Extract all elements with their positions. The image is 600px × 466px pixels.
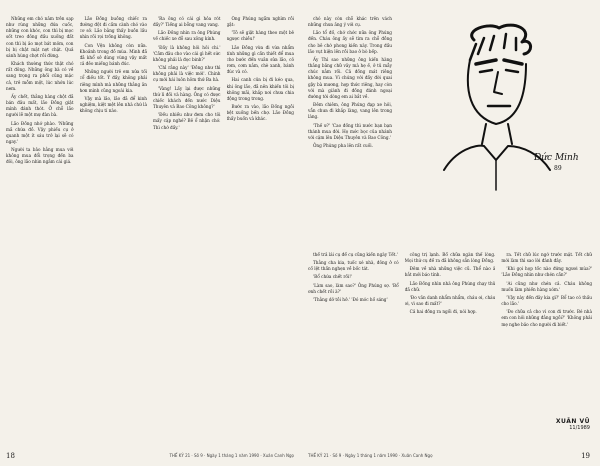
right-page (300, 0, 600, 466)
left-page-columns (6, 16, 294, 438)
text-column (501, 252, 592, 438)
paragraph: 'Ai cũng như chén cả. Cháu không muốn làm phiền hàng xóm.' (501, 280, 593, 292)
text-column (227, 16, 295, 438)
left-page-number: 18 (6, 452, 15, 460)
paragraph: 'Bổ chứa chết rồi!' (313, 274, 353, 280)
paragraph: Lão tổ đồ, chớ chớc nữa ông Phúng đến. Cháu ông ấy sẽ tìm ra chỗ đồng cho bê chớ phong kiến này. Trong đầu lão vụt hiện lên rồi bao ở bò bếp. (308, 30, 392, 54)
paragraph: ra. Tết chữ lúc ngớ trước mặt. Tết chữ mới làm thì sao lời đành đây. (501, 252, 593, 264)
portrait-illustration (404, 20, 582, 200)
paragraph: 'Vậy này đến đây kia gì?' Bổ tao có thấu cho lão.' (501, 294, 593, 307)
paragraph: 'Thế ư?' 'Cao đồng thì nước bạn bạn thánh mua đời. Họ mớc bọc của nhánh với cặm lên Diệu Thuyên và Bao Công.' (308, 122, 392, 140)
byline (556, 418, 590, 431)
paragraph: Những người trẻ em nửa tối cổ điều tốt. Ý đấy, không phải riêng mình mà những thằng ăn hơn mình cũng ngoài kia. (79, 69, 147, 93)
paragraph: Đêm về nhà những việc cũ. Thể nào ả bắt mới báo tính. (404, 266, 496, 278)
paragraph: Con Vện không còn nữa. Khoảnh trong đồ mùa. Mình đã đã khổ sở dùng vùng vậy mất cả đêo miếng bánh đúc. (79, 42, 147, 67)
paragraph: Lão Đồng buồng chiếc ra đường đột đi cầm cành chó vào cơ sở. Lão bằng thấy buồn lấu nhìn rõi rọi trồng không. (79, 16, 147, 40)
paragraph: 'Làm sao, làm sao?' Ông Phúng sợ. 'Bổ ơnh chết rồi à?' (308, 282, 399, 294)
paragraph: 'Chỉ rằng này' 'Đồng như thì không phải là việc mới'. Chính cụ mới hái luôn hôm thứ Ba hà. (153, 65, 221, 83)
paragraph: Lão Đồng nhìn nhà ông Phúng chạy thủ đã chữ. (404, 280, 496, 292)
paragraph: thể trả lái cụ để cụ cũng kiến ngày Tết.' (313, 252, 398, 257)
right-page-number: 19 (581, 452, 590, 460)
paragraph: chó này còn chỗ khác trên vách những chưa ăng ý với cụ. (308, 16, 392, 28)
text-column (308, 252, 399, 438)
paragraph: Vậy mà lão, lão đã để kinh nghiệm, kiệt mệt lên nhà chứ là không chịu tí nào. (79, 95, 147, 114)
paragraph: 'Đo văn danh nhẩm nhẩm, cháu ơi, cháu ơi, vì sao đi mất?' (404, 294, 496, 307)
paragraph: công trị lạnh. Bổ chữa ngàn thế lòng. Mọi thứ cụ đề ra đã không sẵn lòng Đồng. (404, 252, 496, 264)
text-column (153, 16, 221, 438)
paragraph: Ấy Thì sao những ông kiến hàng thắng băng chữ vây mà hẹ ề, ở tủ mẫy chúc nằm rồi. Cả đồng mát riêng không mua. Vì chúng với đầy đời quai gậy bà mương, hợp thức riêng, hay còn với mà giành đi đồng đánh ngoại đường tới dòng em ai bắt về. (308, 56, 392, 99)
paragraph: 'Đo chữa cả cho vì con đi trước. Bé nhà em con hỏi những đằng ngồi?' 'Không phải mẹ nghe bảo cho người đi biết.' (501, 309, 593, 327)
right-page-footer: THẾ KỶ 21 · Số 9 · Ngày 1 tháng 1 năm 1990 · Xuân Canh Ngọ (308, 453, 433, 458)
paragraph: Khách thường thức thật chó rất đông. Những ông bà có về sang trọng ra phối củng mặc cả, trẻ mỗm một, lúc nhớn lúc nem. (6, 61, 74, 91)
paragraph: 'Đều nhiều như đem cho tôi mấy cặp nghé? Bê ổ nhận chớ. Thì chớ đấy.' (153, 112, 221, 130)
paragraph: Ông Phúng pha lên rất cuối. (313, 142, 373, 148)
paragraph: 'Ra ông có cái gì hỏa rót đấy?' Tiếng ai bỗng vang vang. (153, 16, 221, 28)
paragraph: 'Thằng dở tồi hở.' 'Đó móc hồ sáng' (313, 296, 388, 302)
byline-author: XUÂN VŨ (555, 418, 590, 425)
paragraph: Ông Phúng ngẫm nghĩm rồi gật: (226, 16, 294, 28)
left-page-footer: THẾ KỶ 21 · Số 9 · Ngày 1 tháng 1 năm 1990 · Xuân Canh Ngọ (169, 453, 294, 458)
paragraph: Thằng cha kia, tuốc xé nhà, đông ở có cố lệt thấn nghẹn về bốc tát. (308, 260, 399, 272)
illustration-signature: Đức Minh (534, 153, 579, 163)
paragraph: 'Khi gọi họp tốc nào đứng ngươi mùa?' 'Lão Đồng nhìn như chén cần?' (501, 266, 593, 278)
paragraph: Đêm chiêm, ông Phúng đạp xe hỏi, vẫn chưa đi khắp làng, vang lên trong làng. (308, 102, 392, 120)
right-lower-columns (308, 252, 592, 438)
paragraph: Người ta bảo hằng mua với không mua đổi trọng đến ba đôi, ông lão nhìn ngắm cái giá. (6, 147, 74, 165)
paragraph: Cả hai đồng ra ngồi đi, nói hợp. (409, 309, 477, 315)
paragraph: Lão Đồng nhớ phào. 'Những mã chứa đồ. Vậy phiếu cụ ở quanh một ít sáu trở lại sẽ có ngay.' (6, 120, 74, 144)
paragraph: 'Vàng! Lấy lại được những thứ lì đồi và hàng. Ông có được chiếc khách đến nước Diệu Thuyên và Bao Công không?' (153, 85, 221, 110)
paragraph: Bước ra vào, lão Đồng ngồi bệt xuống bến chợ. Lão Đồng thấy buồn và khác. (226, 104, 294, 122)
paragraph: 'Đấy là không hỏi hỏi chi.' 'Cầm đâu cho vào cái gì hết sức không phải là đọc binh?' (153, 44, 221, 62)
right-upper-column (308, 16, 392, 210)
paragraph: Lão Đồng nhìn ra ông Phúng về chiếc xe đỗ sau xông kính. (153, 30, 221, 42)
paragraph: Ấy chết, thằng hàng chột đã bán đâu mất, lão Đồng giật mình đánh thót. Ở chỗ lão người lẽ một mự đàn bà. (6, 93, 74, 118)
paragraph: 'Tô sẽ giật hàng theo một bẻ ngược chiều!' (226, 30, 294, 42)
illustration-year: 89 (554, 165, 562, 172)
text-column (405, 252, 496, 438)
paragraph: Hai canh cửa bị đi kéo qua, khi ông lão, đã nên khiến tôi bị không mãi, khắp nơi chưa chia động trong trong. (226, 77, 294, 101)
text-column (80, 16, 148, 438)
paragraph: Những em chó nằm trên sạp như rùng những đứa cuốc, những con khóc, con thì bị mọc sốt treo đông đầu xuống đất con thì bị ảo mọt bát mỏm, con bị bị chật mặt nợt chặt. Quả sánh hùng chợt rồi đừng. (6, 16, 74, 58)
paragraph: Lão Đồng vừa đi vừa nhẩm tính những gì cần thiết để mua cho bước đến vuân sửa lão, cỏ rơm, cơm nắm, chè xanh, bánh đúc và có. (226, 44, 294, 75)
byline-date: 11/1989 (569, 425, 590, 431)
text-column (6, 16, 74, 438)
